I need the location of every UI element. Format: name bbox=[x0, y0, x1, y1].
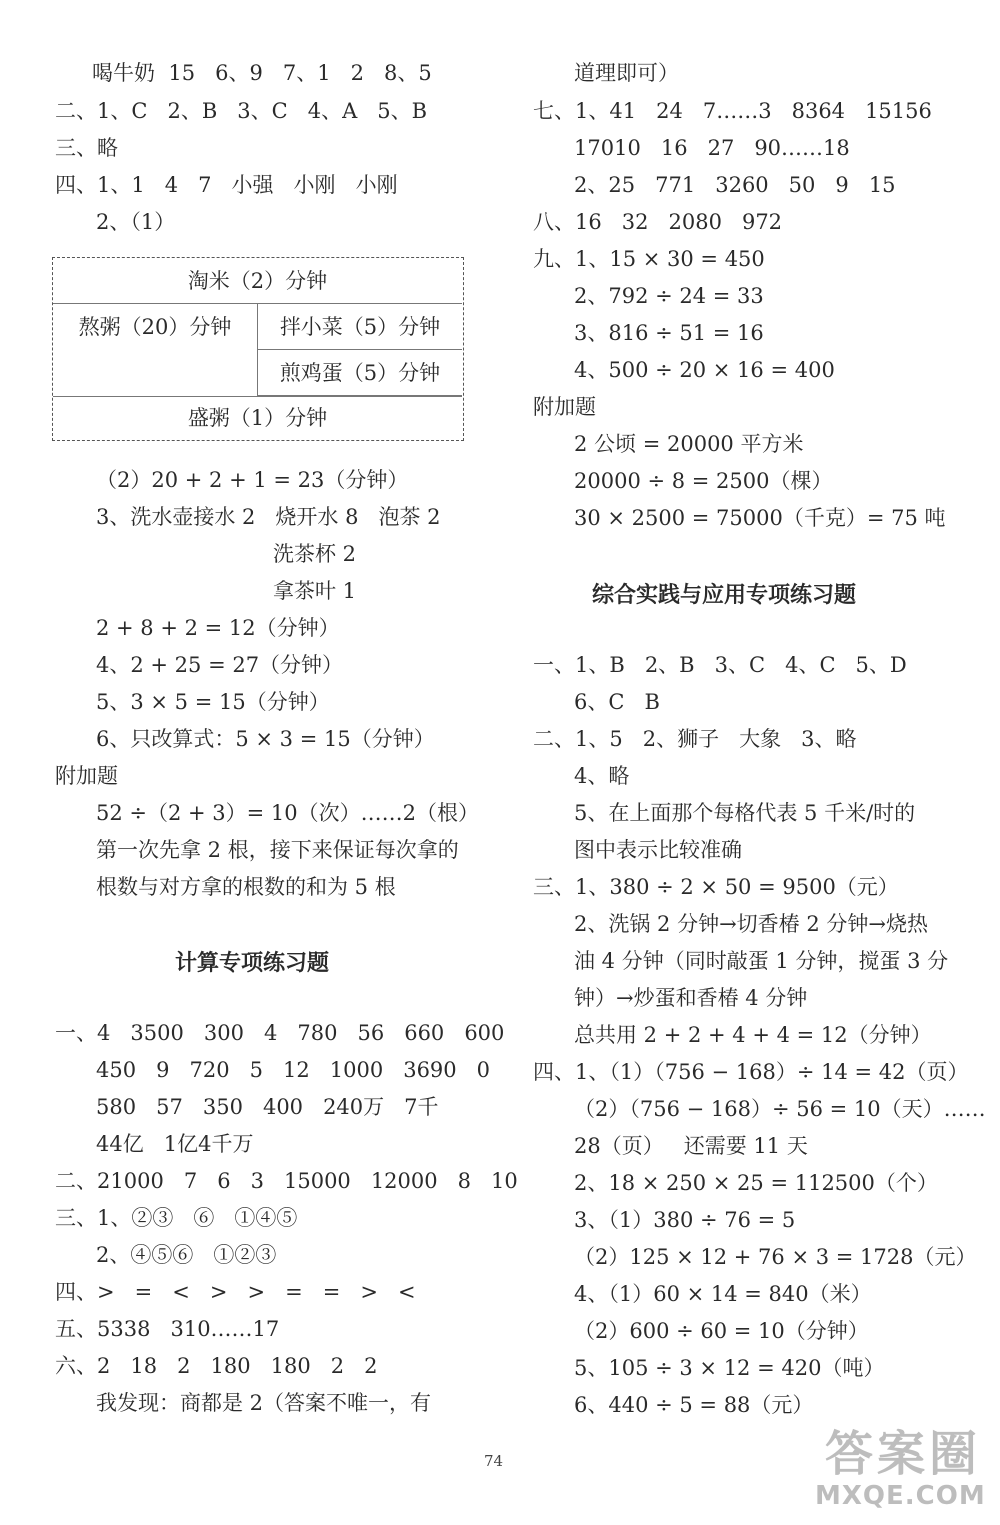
answer-line: 450 9 720 5 12 1000 3690 0 bbox=[96, 1058, 491, 1082]
answer-line: 附加题 bbox=[533, 395, 596, 419]
answer-line: 四、1、1 4 7 小强 小刚 小刚 bbox=[55, 173, 398, 197]
section-heading-calculation: 计算专项练习题 bbox=[175, 951, 330, 976]
answer-line: 20000 ÷ 8 = 2500（棵） bbox=[574, 469, 833, 493]
answer-line: 5、在上面那个每格代表 5 千米/时的 bbox=[574, 801, 916, 825]
answer-line: 4、500 ÷ 20 × 16 = 400 bbox=[574, 358, 835, 382]
answer-line: 5、105 ÷ 3 × 12 = 420（吨） bbox=[574, 1356, 885, 1380]
answer-line: 5、3 × 5 = 15（分钟） bbox=[96, 690, 330, 714]
answer-line: 三、1、380 ÷ 2 × 50 = 9500（元） bbox=[533, 875, 899, 899]
answer-line: 二、1、5 2、狮子 大象 3、略 bbox=[533, 727, 857, 751]
answer-line: 拿茶叶 1 bbox=[273, 579, 357, 603]
answer-line: 一、4 3500 300 4 780 56 660 600 bbox=[55, 1021, 505, 1045]
answer-line: 二、21000 7 6 3 15000 12000 8 10 bbox=[55, 1169, 518, 1193]
answer-line: （2）20 + 2 + 1 = 23（分钟） bbox=[96, 468, 409, 492]
answer-line: 4、略 bbox=[574, 764, 630, 788]
answer-line: 油 4 分钟（同时敲蛋 1 分钟，搅蛋 3 分 bbox=[574, 949, 949, 973]
answer-line: 八、16 32 2080 972 bbox=[533, 210, 783, 234]
answer-line: 52 ÷（2 + 3）= 10（次）……2（根） bbox=[96, 801, 480, 825]
answer-line: 二、1、C 2、B 3、C 4、A 5、B bbox=[55, 99, 428, 123]
answer-line: 图中表示比较准确 bbox=[574, 838, 742, 862]
answer-line: 九、1、15 × 30 = 450 bbox=[533, 247, 765, 271]
answer-line: 一、1、B 2、B 3、C 4、C 5、D bbox=[533, 653, 907, 677]
answer-line: 三、1、②③ ⑥ ①④⑤ bbox=[55, 1206, 298, 1230]
answer-line: 3、816 ÷ 51 = 16 bbox=[574, 321, 764, 345]
answer-line: 附加题 bbox=[55, 764, 118, 788]
answer-line: 总共用 2 + 2 + 4 + 4 = 12（分钟） bbox=[574, 1023, 932, 1047]
answer-line: 根数与对方拿的根数的和为 5 根 bbox=[96, 875, 396, 899]
answer-line: 2、18 × 250 × 25 = 112500（个） bbox=[574, 1171, 938, 1195]
answer-line: （2）125 × 12 + 76 × 3 = 1728（元） bbox=[574, 1245, 977, 1269]
answer-line: 2、25 771 3260 50 9 15 bbox=[574, 173, 896, 197]
answer-line: 2、792 ÷ 24 = 33 bbox=[574, 284, 764, 308]
flow-step-fry-egg: 煎鸡蛋（5）分钟 bbox=[257, 350, 462, 396]
section-heading-practice: 综合实践与应用专项练习题 bbox=[592, 583, 857, 608]
answer-line: （2）600 ÷ 60 = 10（分钟） bbox=[574, 1319, 869, 1343]
answer-line: 四、1、（1）（756 − 168）÷ 14 = 42（页） bbox=[533, 1060, 969, 1084]
answer-line: 3、洗水壶接水 2 烧开水 8 泡茶 2 bbox=[96, 505, 441, 529]
watermark-text-bottom: MXQE.COM bbox=[815, 1481, 986, 1511]
flow-step-rice-wash: 淘米（2）分钟 bbox=[53, 258, 462, 304]
flow-step-serve-porridge: 盛粥（1）分钟 bbox=[53, 396, 462, 439]
watermark-text-top: 答案圈 bbox=[825, 1426, 982, 1482]
answer-line: 五、5338 310……17 bbox=[55, 1317, 280, 1341]
answer-line: 2 + 8 + 2 = 12（分钟） bbox=[96, 616, 340, 640]
watermark-logo bbox=[815, 1415, 990, 1520]
answer-line: 道理即可） bbox=[574, 61, 679, 85]
answer-line: 七、1、41 24 7……3 8364 15156 bbox=[533, 99, 932, 123]
answer-line: 6、C B bbox=[574, 690, 660, 714]
answer-line: 洗茶杯 2 bbox=[273, 542, 357, 566]
answer-line: （2）（756 − 168）÷ 56 = 10（天）…… bbox=[574, 1097, 986, 1121]
answer-line: 6、440 ÷ 5 = 88（元） bbox=[574, 1393, 814, 1417]
answer-line: 第一次先拿 2 根，接下来保证每次拿的 bbox=[96, 838, 459, 862]
flow-step-mix-vegetables: 拌小菜（5）分钟 bbox=[257, 304, 462, 350]
answer-line: 28（页） 还需要 11 天 bbox=[574, 1134, 808, 1158]
page-number: 74 bbox=[484, 1452, 504, 1470]
answer-line: 30 × 2500 = 75000（千克）= 75 吨 bbox=[574, 506, 946, 530]
answer-line: 我发现：商都是 2（答案不唯一，有 bbox=[96, 1391, 432, 1415]
answer-line: 2 公顷 = 20000 平方米 bbox=[574, 432, 804, 456]
answer-line: 2、（1） bbox=[96, 210, 176, 234]
answer-line: 580 57 350 400 240万 7千 bbox=[96, 1095, 439, 1119]
answer-line: 6、只改算式：5 × 3 = 15（分钟） bbox=[96, 727, 435, 751]
answer-line: 四、> = < > > = = > < bbox=[55, 1280, 416, 1304]
answer-line: 3、（1）380 ÷ 76 = 5 bbox=[574, 1208, 796, 1232]
flow-step-cook-porridge: 熬粥（20）分钟 bbox=[78, 315, 232, 339]
answer-line: 钟）→炒蛋和香椿 4 分钟 bbox=[574, 986, 808, 1010]
answer-line: 三、略 bbox=[55, 136, 118, 160]
answer-line: 六、2 18 2 180 180 2 2 bbox=[55, 1354, 378, 1378]
cooking-flow-diagram bbox=[52, 257, 464, 441]
answer-line: 4、2 + 25 = 27（分钟） bbox=[96, 653, 344, 677]
answer-line: 4、（1）60 × 14 = 840（米） bbox=[574, 1282, 872, 1306]
answer-line: 44亿 1亿4千万 bbox=[96, 1132, 254, 1156]
answer-line: 17010 16 27 90……18 bbox=[574, 136, 850, 160]
answer-line: 喝牛奶 15 6、9 7、1 2 8、5 bbox=[92, 61, 432, 85]
answer-line: 2、洗锅 2 分钟→切香椿 2 分钟→烧热 bbox=[574, 912, 928, 936]
answer-line: 2、④⑤⑥ ①②③ bbox=[96, 1243, 277, 1267]
